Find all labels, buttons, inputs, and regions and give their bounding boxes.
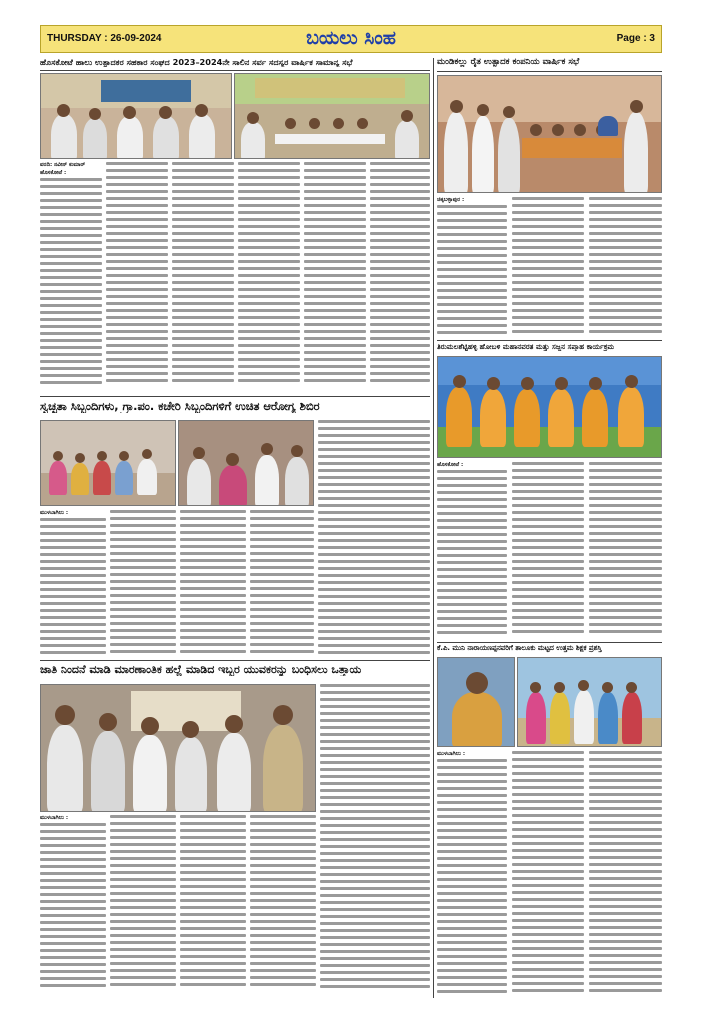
column-divider [433, 58, 434, 998]
masthead [40, 25, 662, 53]
article-5-body-col-3 [589, 751, 662, 997]
article-1-headline: ಹೊಸಕೋಟೆ ಹಾಲು ಉತ್ಪಾದಕರ ಸಹಕಾರ ಸಂಘದ 2023–2024ನೇ ಸಾಲಿನ ಸರ್ವ ಸದಸ್ಯರ ವಾರ್ಷಿಕ ಸಾಮಾನ್ಯ ಸಭೆ [40, 58, 353, 67]
article-5-headline: ಕೆ.ಪಿ. ಮುನಿ ನಾರಾಯಣಪ್ಪನವರಿಗೆ ತಾಲೂಕು ಮಟ್ಟದ ಉತ್ತಮ ಶಿಕ್ಷಕ ಪ್ರಶಸ್ತಿ [437, 645, 602, 652]
article-3-dateline: ಹೊಸಕೋಟೆ : [437, 462, 464, 468]
divider [437, 340, 662, 341]
article-1-photo-left [40, 73, 232, 159]
divider [40, 70, 430, 71]
divider [40, 660, 430, 661]
article-1-body-col-5 [304, 162, 366, 392]
article-6-body-col-3 [180, 815, 246, 997]
article-6-body-col-5 [320, 684, 430, 997]
issue-date: THURSDAY : 26-09-2024 [47, 33, 162, 44]
article-3-body-col-3 [589, 462, 662, 640]
article-4-headline: ಸ್ವಚ್ಛತಾ ಸಿಬ್ಬಂದಿಗಳು, ಗ್ರಾ.ಪಂ. ಕಚೇರಿ ಸಿಬ್ಬಂದಿಗಳಿಗೆ ಉಚಿತ ಆರೋಗ್ಯ ಶಿಬಿರ [40, 400, 320, 413]
article-1-body-col-1 [40, 162, 102, 392]
article-1-dateline: ಹೊಸಕೋಟೆ : [40, 170, 67, 176]
divider [437, 71, 662, 72]
article-3-photo [437, 356, 662, 458]
article-1-body-col-2 [106, 162, 168, 392]
newspaper-title: ಬಯಲು ಸಿಂಹ [306, 27, 396, 49]
article-2-photo [437, 75, 662, 193]
article-4-body-col-3 [180, 510, 246, 658]
article-4-body-col-5 [318, 420, 430, 658]
article-5-photo-group [517, 657, 662, 747]
article-1-byline: ವರದಿ: ನವೀನ್ ಕುಮಾರ್ [40, 162, 86, 168]
article-2-body-col-3 [589, 197, 662, 337]
article-2-dateline: ಚಿಕ್ಕಬಳ್ಳಾಪುರ : [437, 197, 465, 203]
article-4-body-col-2 [110, 510, 176, 658]
article-4-dateline: ಮುಳಬಾಗಿಲು : [40, 510, 69, 516]
article-5-body-col-2 [512, 751, 584, 997]
page-number: Page : 3 [616, 33, 655, 44]
article-3-headline: ತಿರುಮಲಶೆಟ್ಟಿಹಳ್ಳಿ ಹೋಬಳಿ ಮಹಾನವರತ ಮತ್ತು ಸಜ್ಜನ ಸಪ್ತಾಹ ಕಾರ್ಯಕ್ರಮ [437, 343, 615, 351]
article-6-body-col-4 [250, 815, 316, 997]
article-1-body-col-4 [238, 162, 300, 392]
article-4-photo-right [178, 420, 314, 506]
divider [437, 642, 662, 643]
article-1-photo-right [234, 73, 430, 159]
article-2-headline: ಮಂಡಿಕಲ್ಲು ರೈತ ಉತ್ಪಾದಕ ಕಂಪನಿಯ ವಾರ್ಷಿಕ ಸಭೆ [437, 58, 580, 67]
article-6-body-col-2 [110, 815, 176, 997]
article-1-body-col-6 [370, 162, 430, 392]
article-5-body-col-1 [437, 751, 507, 997]
article-4-body-col-1 [40, 510, 106, 658]
article-2-body-col-2 [512, 197, 584, 337]
article-6-dateline: ಮುಳಬಾಗಿಲು : [40, 815, 69, 821]
article-6-headline: ಜಾತಿ ನಿಂದನೆ ಮಾಡಿ ಮಾರಣಾಂತಿಕ ಹಲ್ಲೆ ಮಾಡಿದ ಇಬ್ಬರ ಯುವಕರನ್ನು ಬಂಧಿಸಲು ಒತ್ತಾಯ [40, 664, 362, 676]
article-5-dateline: ಮುಳಬಾಗಿಲು : [437, 751, 466, 757]
article-4-photo-left [40, 420, 176, 506]
article-6-body-col-1 [40, 815, 106, 997]
article-3-body-col-1 [437, 462, 507, 640]
article-2-body-col-1 [437, 197, 507, 337]
article-3-body-col-2 [512, 462, 584, 640]
article-6-photo [40, 684, 316, 812]
article-4-body-col-4 [250, 510, 314, 658]
article-1-body-col-3 [172, 162, 234, 392]
divider [40, 396, 430, 397]
article-5-photo-portrait [437, 657, 515, 747]
